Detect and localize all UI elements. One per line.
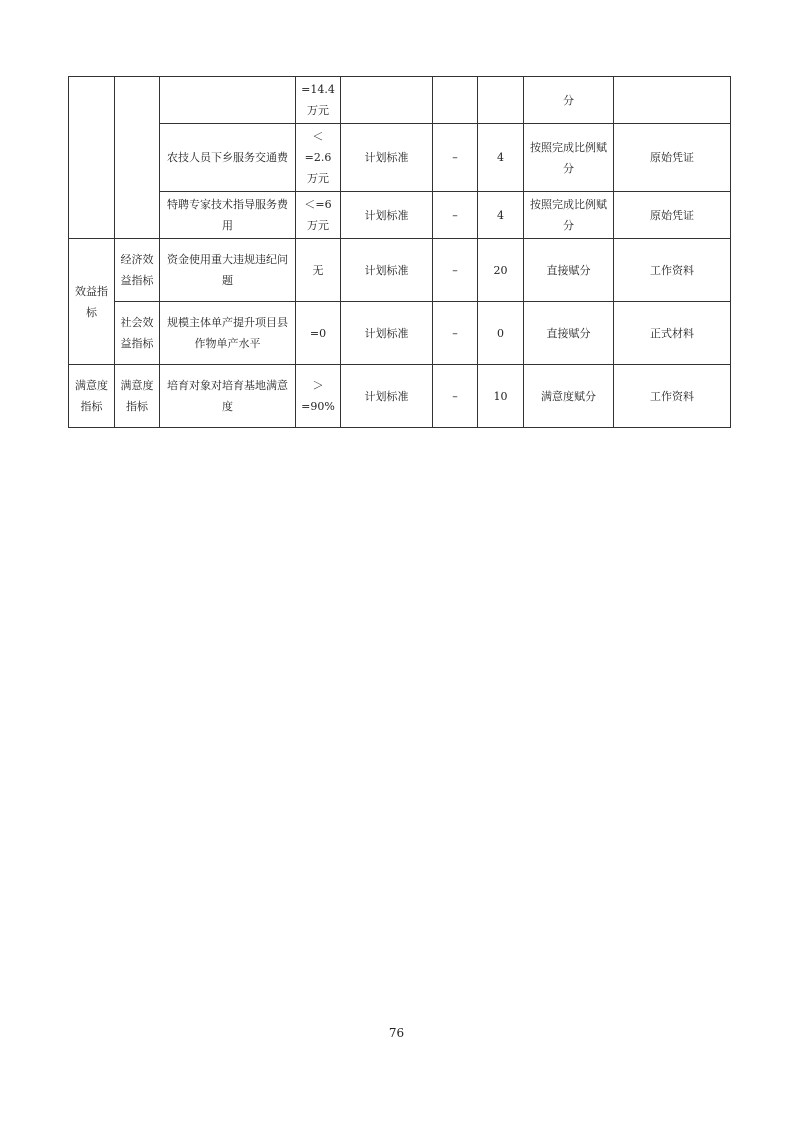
- dash-cell: –: [433, 192, 478, 239]
- econ-label: 经济效益指标: [115, 239, 160, 302]
- method-cell: 按照完成比例赋分: [524, 192, 614, 239]
- metric-cell: [160, 77, 296, 124]
- method-cell: 满意度赋分: [524, 365, 614, 428]
- target-value: ＜ =2.6 万元: [304, 130, 332, 185]
- dash-cell: –: [433, 124, 478, 192]
- score-cell: 20: [478, 239, 524, 302]
- table-row: [69, 239, 731, 302]
- standard-cell: 计划标准: [341, 365, 433, 428]
- performance-table: [68, 76, 731, 428]
- standard-cell: [341, 77, 433, 124]
- evidence-cell: 原始凭证: [614, 192, 731, 239]
- metric-cell: 特聘专家技术指导服务费用: [160, 192, 296, 239]
- social-label: 社会效益指标: [115, 302, 160, 365]
- target-value: =14.4 万元: [301, 83, 335, 117]
- page-number: 76: [388, 1026, 405, 1040]
- target-cell: [296, 124, 341, 192]
- table-row: [69, 192, 731, 239]
- standard-cell: 计划标准: [341, 124, 433, 192]
- satisfaction-label: 满意度指标: [69, 365, 115, 428]
- score-cell: 0: [478, 302, 524, 365]
- level1-cell: [69, 77, 115, 239]
- method-cell: 直接赋分: [524, 302, 614, 365]
- score-cell: 4: [478, 192, 524, 239]
- benefit-label: 效益指标: [69, 239, 115, 365]
- evidence-cell: 原始凭证: [614, 124, 731, 192]
- standard-cell: 计划标准: [341, 239, 433, 302]
- target-cell: [296, 365, 341, 428]
- metric-cell: 农技人员下乡服务交通费: [160, 124, 296, 192]
- target-cell: [296, 77, 341, 124]
- score-cell: 4: [478, 124, 524, 192]
- metric-cell: 规模主体单产提升项目县作物单产水平: [160, 302, 296, 365]
- target-cell: 无: [296, 239, 341, 302]
- table-row: [69, 365, 731, 428]
- metric-cell: 资金使用重大违规违纪问题: [160, 239, 296, 302]
- table-row: [69, 124, 731, 192]
- method-cell: 直接赋分: [524, 239, 614, 302]
- evidence-cell: 工作资料: [614, 239, 731, 302]
- score-cell: [478, 77, 524, 124]
- dash-cell: [433, 77, 478, 124]
- satisfaction-sub-label: 满意度指标: [115, 365, 160, 428]
- dash-cell: –: [433, 302, 478, 365]
- evidence-cell: 工作资料: [614, 365, 731, 428]
- dash-cell: –: [433, 239, 478, 302]
- target-cell: [296, 192, 341, 239]
- target-cell: =0: [296, 302, 341, 365]
- standard-cell: 计划标准: [341, 302, 433, 365]
- target-value: ＜=6 万元: [304, 198, 332, 232]
- target-value: ＞ =90%: [301, 379, 335, 413]
- method-cell: 按照完成比例赋分: [524, 124, 614, 192]
- metric-cell: 培育对象对培育基地满意度: [160, 365, 296, 428]
- table-row: [69, 302, 731, 365]
- method-cell: 分: [524, 77, 614, 124]
- standard-cell: 计划标准: [341, 192, 433, 239]
- table-row: [69, 77, 731, 124]
- level2-cell: [115, 77, 160, 239]
- evidence-cell: [614, 77, 731, 124]
- score-cell: 10: [478, 365, 524, 428]
- dash-cell: –: [433, 365, 478, 428]
- evidence-cell: 正式材料: [614, 302, 731, 365]
